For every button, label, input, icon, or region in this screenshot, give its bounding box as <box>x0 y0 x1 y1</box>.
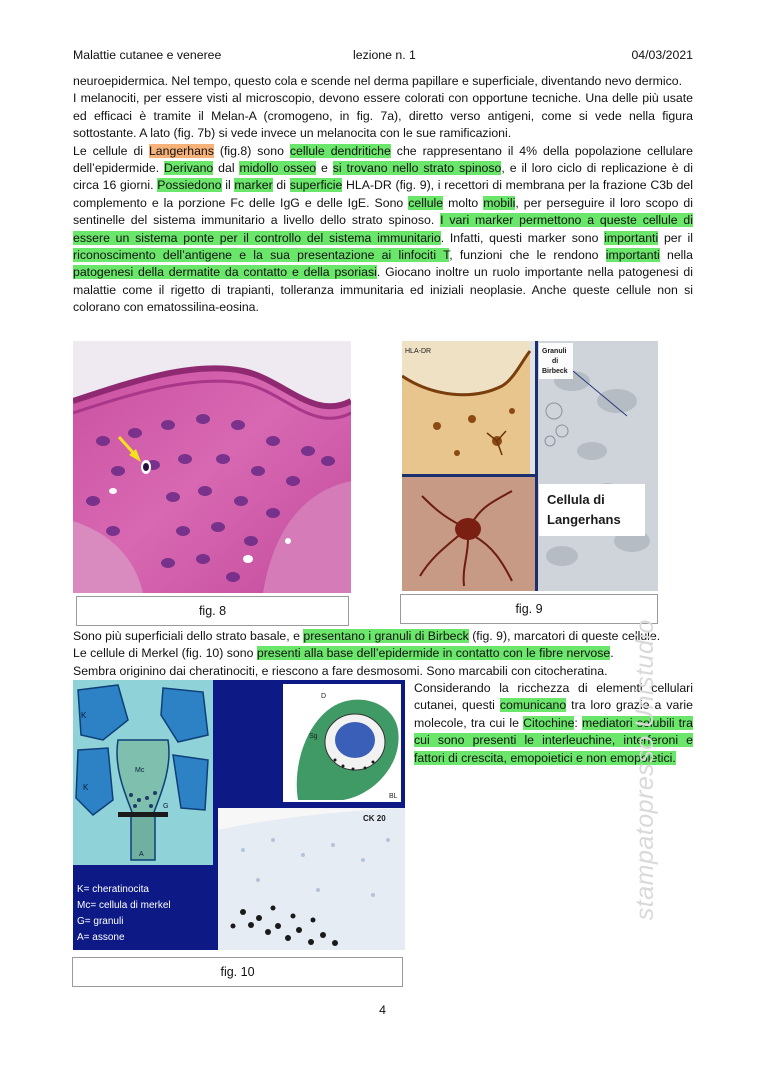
fig10-label-ck20: CK 20 <box>363 814 386 823</box>
paragraph-langerhans: Le cellule di Langerhans (fig.8) sono cellule dendritiche che rappresentano il 4% della popolazione cellulare dell’epidermide. Derivano dal midollo osseo e si trovano nello strato spinoso, e il loro ciclo di replicazione è di circa 16 giorni. Possiedono il marker di superficie HLA-DR (fig. 9), i recettori di membrana per la frazione C3b del complemento e la porzione Fc delle IgG e delle IgE. Sono cellule molto mobili, per perseguire il loro scopo di sentinelle del sistema immunitario a livello dello strato spinoso. I vari marker permettono a queste cellule di essere un sistema ponte per il controllo del sistema immunitario. Infatti, questi marker sono importanti per il riconoscimento dell’antigene e la sua presentazione ai linfociti T, funzioni che le rendono importanti nella patogenesi della dermatite da contatto e della psoriasi. Giocano inoltre un ruolo importante nella patogenesi di malattie come il rigetto di trapianti, tolleranza immunitaria ed iniziali neoplasie. Anche queste cellule non si colorano con ematossilina-eosina. <box>73 143 694 315</box>
fig10-legend-item: K= cheratinocita <box>77 884 149 895</box>
highlight: mobili <box>483 195 516 210</box>
svg-text:Langerhans: Langerhans <box>547 512 621 527</box>
svg-text:K: K <box>83 783 89 792</box>
header-lesson: lezione n. 1 <box>353 48 416 62</box>
highlight: I vari marker permettono a queste cellule di essere un sistema ponte per il controllo del sistema immunitario <box>73 213 693 245</box>
svg-text:G: G <box>163 803 169 810</box>
fig10-caption-box <box>72 957 403 987</box>
header-date: 04/03/2021 <box>631 48 693 62</box>
watermark-text: stampatopresso Unistudio <box>631 619 660 921</box>
fig10-legend-item: Mc= cellula di merkel <box>77 900 171 911</box>
highlight: riconoscimento dell’antigene e la sua presentazione ai linfociti T <box>73 248 450 263</box>
svg-text:A: A <box>139 851 144 858</box>
fig10-caption: fig. 10 <box>220 965 255 979</box>
svg-text:D: D <box>321 693 327 700</box>
highlight: comunicano <box>499 698 567 713</box>
page-number: 4 <box>379 1003 386 1017</box>
svg-text:BL: BL <box>389 793 398 800</box>
page-header <box>73 47 693 65</box>
highlight: midollo osseo <box>239 161 317 176</box>
fig9-title: Cellula di <box>547 492 605 507</box>
paragraph-citochine: Considerando la ricchezza di elementi cellulari cutanei, questi comunicano tra loro grazie a varie molecole, tra cui le Citochine: mediatori solubili tra cui sono presenti le interleuchine, interferoni e fattori di crescita, emopoietici e non emopoietici. <box>414 681 693 765</box>
fig9-label-granuli: Granuli <box>542 348 567 355</box>
fig10-legend-item: G= granuli <box>77 916 124 927</box>
highlight: Possiedono <box>157 178 222 193</box>
highlight: importanti <box>604 230 659 245</box>
highlight: mediatori solubili tra cui sono presenti le interleuchine, interferoni e fattori di crescita, emopoietici e non emopoietici. <box>414 715 693 765</box>
fig10-legend-item: A= assone <box>77 932 125 943</box>
upper-text-block <box>73 73 693 317</box>
fig10-merkel-image <box>73 680 405 950</box>
fig8-caption-box <box>76 596 349 626</box>
highlight: si trovano nello strato spinoso <box>332 161 502 176</box>
svg-text:di: di <box>552 358 559 365</box>
highlight: superficie <box>289 178 343 193</box>
header-course: Malattie cutanee e veneree <box>73 48 222 62</box>
svg-text:Birbeck: Birbeck <box>542 368 568 375</box>
highlight: presentano i granuli di Birbeck <box>303 629 469 643</box>
fig10-illustration <box>73 680 405 950</box>
paragraph-melanociti: I melanociti, per essere visti al microscopio, devono essere colorati con opportune tecniche. Una delle più usate ed efficaci è tramite il Melan-A (cromogeno, in fig. 7a), diretto verso antigeni, come si vede nella figura sottostante. A lato (fig. 7b) si vede invece un melanocita con le sue ramificazioni. <box>73 91 693 141</box>
paragraph-citocheratina: Sembra originino dai cheratinociti, e riescono a fare desmosomi. Sono marcabili con citocheratina. <box>73 663 608 678</box>
fig8-histology-image <box>73 341 351 593</box>
highlight: cellule dendritiche <box>289 143 391 158</box>
highlight: importanti <box>605 248 660 263</box>
fig9-langerhans-image <box>402 341 658 591</box>
highlight: presenti alla base dell’epidermide in contatto con le fibre nervose <box>256 646 611 661</box>
svg-text:Mc: Mc <box>135 767 145 774</box>
middle-text-block <box>73 628 693 680</box>
highlight: Langerhans <box>148 143 214 158</box>
fig9-illustration <box>402 341 658 591</box>
paragraph-birbeck: Sono più superficiali dello strato basale, e presentano i granuli di Birbeck (fig. 9), marcatori di queste cellule. <box>73 629 661 643</box>
fig9-label-hla: HLA-DR <box>405 348 432 355</box>
highlight: marker <box>234 178 273 193</box>
highlight: Citochine <box>523 715 575 730</box>
highlight: cellule <box>408 195 444 210</box>
fig8-caption: fig. 8 <box>198 604 227 618</box>
highlight: Derivano <box>164 161 214 176</box>
highlight: patogenesi della dermatite da contatto e della psoriasi <box>73 265 377 280</box>
watermark <box>616 600 676 940</box>
svg-text:Sg: Sg <box>309 733 318 740</box>
paragraph-merkel: Le cellule di Merkel (fig. 10) sono presenti alla base dell’epidermide in contatto con le fibre nervose. <box>73 646 614 661</box>
fig10-label-k: K <box>81 711 87 720</box>
fig9-caption: fig. 9 <box>515 602 543 616</box>
fig8-illustration <box>73 341 351 593</box>
paragraph-nevo: neuroepidermica. Nel tempo, questo cola e scende nel derma papillare e superficiale, diventando nevo dermico. <box>73 74 683 88</box>
